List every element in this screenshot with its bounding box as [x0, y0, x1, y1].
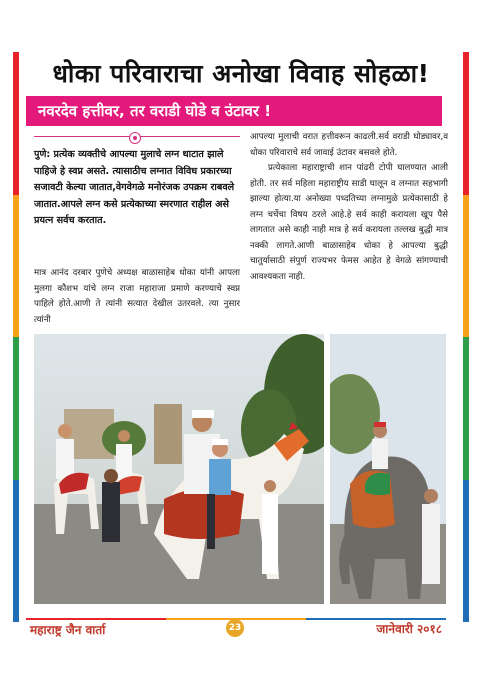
lead-paragraph: पुणे: प्रत्येक व्यक्तीचे आपल्या मुलाचे लग्न थाटात झाले पाहिजे हे स्वप्न असते. त्यासाठीच लग्नात विविध प्रकारच्या सजावटी केल्या जातात,वेगवेगळे मनोरंजक उपक्रम राबवले जातात.आपले लग्न कसे प्रत्येकाच्या स्मरणात राहील असे प्रयत्न सर्वच करतात. [34, 149, 235, 226]
procession-horses-photo [34, 334, 324, 604]
issue-date: जानेवारी २०१८ [376, 622, 442, 636]
column2-paragraph-2: प्रत्येकाला महाराष्ट्राची शान पांढरी टोपी घालण्यात आली होती. तर सर्व महिला महाराष्ट्रीय साडी घालून व लग्नात सहभागी झाल्या होत्या.या अनोख्या पध्दतिच्या लग्नामुळे प्रत्येकासाठी हे लग्न चर्चेचा विषय ठरले आहे.हे सर्व काही करायला खूप पैसे लागतात असे काही नाही मात्र हे सर्व करायला तल्लख बुद्धी मात्र नक्की लागते.आणी बाळासाहेब धोका हे आपल्या बुद्धी चातुर्यासाठी संपुर्ण राज्यभर फेमस आहेत हे वेगळे सांगण्याची आवश्यकता नाही. [250, 163, 448, 282]
column2-body [250, 130, 448, 285]
column1-body: मात्र आनंद दरबार पुणेचे अध्यक्ष बाळासाहेब धोका यांनी आपला मुलगा कौशभ यांचे लग्न राजा महाराजा प्रमाणे करण्याचे स्वप्न पाहिले होते.आणी ते त्यांनी सत्यात देखील उतरवले. त्या नुसार त्यांनी [34, 268, 240, 325]
article-headline: धोका परिवाराचा अनोखा विवाह सोहळा! [52, 59, 430, 88]
right-color-stripe [463, 52, 469, 622]
groom-elephant-photo [330, 334, 446, 604]
column2-paragraph-1: आपल्या मुलाची वरात हत्तीवरून काढली.सर्व वराडी घोड्यावर,व धोका परिवाराचे सर्व जावाई उंटावर बसवले होते. [250, 132, 448, 158]
ornament-divider [34, 131, 240, 143]
publication-name: महाराष्ट्र जैन वार्ता [30, 623, 106, 637]
article-subheadline: नवरदेव हत्तीवर, तर वराडी घोडे व उंटावर ! [26, 96, 442, 126]
left-color-stripe [13, 52, 19, 622]
page-number: 23 [226, 619, 244, 637]
